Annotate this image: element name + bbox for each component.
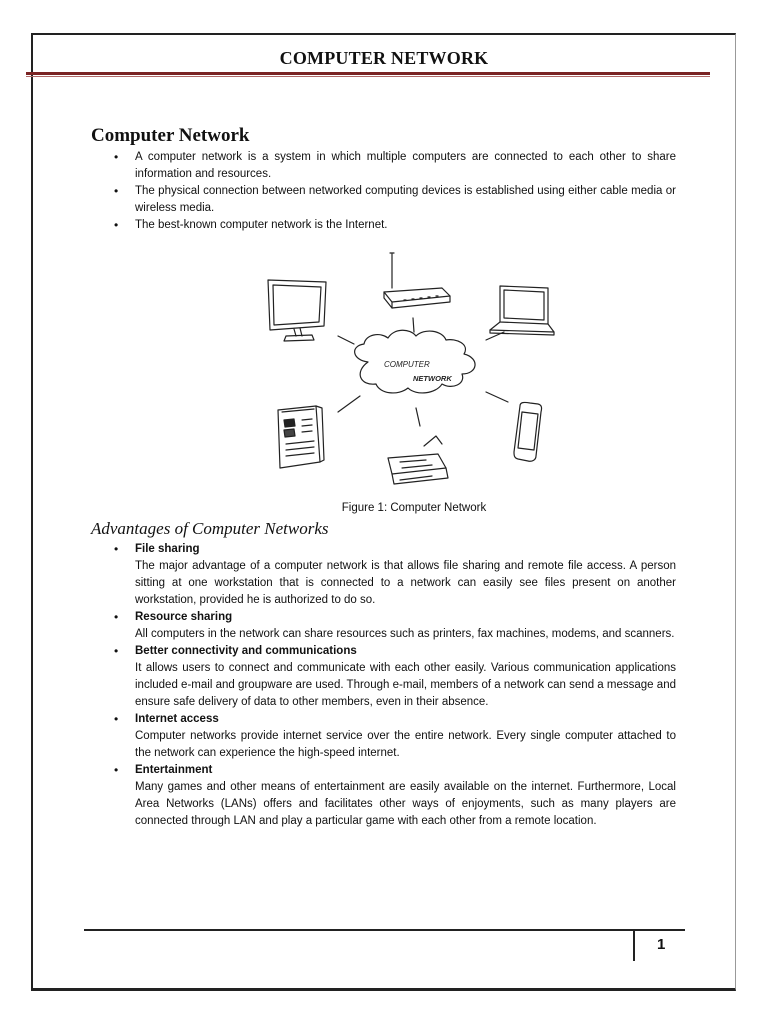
printer-icon (388, 436, 448, 484)
monitor-icon (268, 280, 326, 341)
advantages-title: Advantages of Computer Networks (91, 519, 329, 538)
figure-caption: Figure 1: Computer Network (341, 502, 487, 514)
cloud-label-line1: COMPUTER (384, 360, 430, 369)
advantage-heading: • Resource sharing (135, 611, 233, 623)
desktop-tower-icon (278, 406, 324, 468)
intro-bullet-list (114, 149, 676, 234)
bullet-item: • The best-known computer network is the Internet. (114, 217, 676, 234)
advantage-item (114, 711, 676, 762)
advantage-heading: • Internet access (135, 713, 219, 725)
advantage-item (114, 643, 676, 711)
header-rule (26, 72, 710, 75)
advantage-item (114, 762, 676, 830)
advantage-description: Many games and other means of entertainment are easily available on the internet. Furthermore, Local Area Networks (LANs) offers and facilitates other ways of enjoyments, such as many players are connected through LAN and play a particular game with each other from a remote location. (135, 781, 676, 827)
bullet-item: • The physical connection between networked computing devices is established using either cable media or wireless media. (114, 183, 676, 217)
advantage-description: The major advantage of a computer network is that allows file sharing and remote file access. A person sitting at one workstation that is connected to a network can easily see files present on another workstation, provided he is authorized to do so. (135, 560, 676, 606)
mobile-phone-icon (514, 402, 542, 461)
page-number: 1 (657, 936, 666, 953)
footer-separator (633, 931, 635, 961)
section-title: Computer Network (91, 125, 250, 146)
advantage-description: Computer networks provide internet service over the entire network. Every single computer attached to the network can experience the high-speed internet. (135, 730, 676, 759)
advantage-heading: • Better connectivity and communications (135, 645, 357, 657)
advantage-item (114, 541, 676, 609)
cloud-label-line2: NETWORK (413, 374, 452, 383)
bullet-item: • A computer network is a system in which multiple computers are connected to each other to share information and resources. (114, 149, 676, 183)
advantages-list (114, 541, 676, 830)
footer-rule (84, 929, 685, 931)
advantage-description: All computers in the network can share resources such as printers, fax machines, modems, and scanners. (135, 628, 675, 640)
advantage-heading: • Entertainment (135, 764, 213, 776)
header-title: COMPUTER NETWORK (279, 48, 489, 68)
network-figure (256, 250, 566, 490)
connection-lines (338, 318, 508, 426)
advantage-item (114, 609, 676, 643)
advantage-heading: • File sharing (135, 543, 200, 555)
header-rule-thin (26, 76, 710, 77)
router-icon (384, 253, 450, 308)
laptop-icon (490, 286, 554, 335)
advantage-description: It allows users to connect and communicate with each other easily. Various communication applications included e-mail and groupware are used. Through e-mail, members of a network can send a message and ensure safe delivery of data to other members, even in their absence. (135, 662, 676, 708)
